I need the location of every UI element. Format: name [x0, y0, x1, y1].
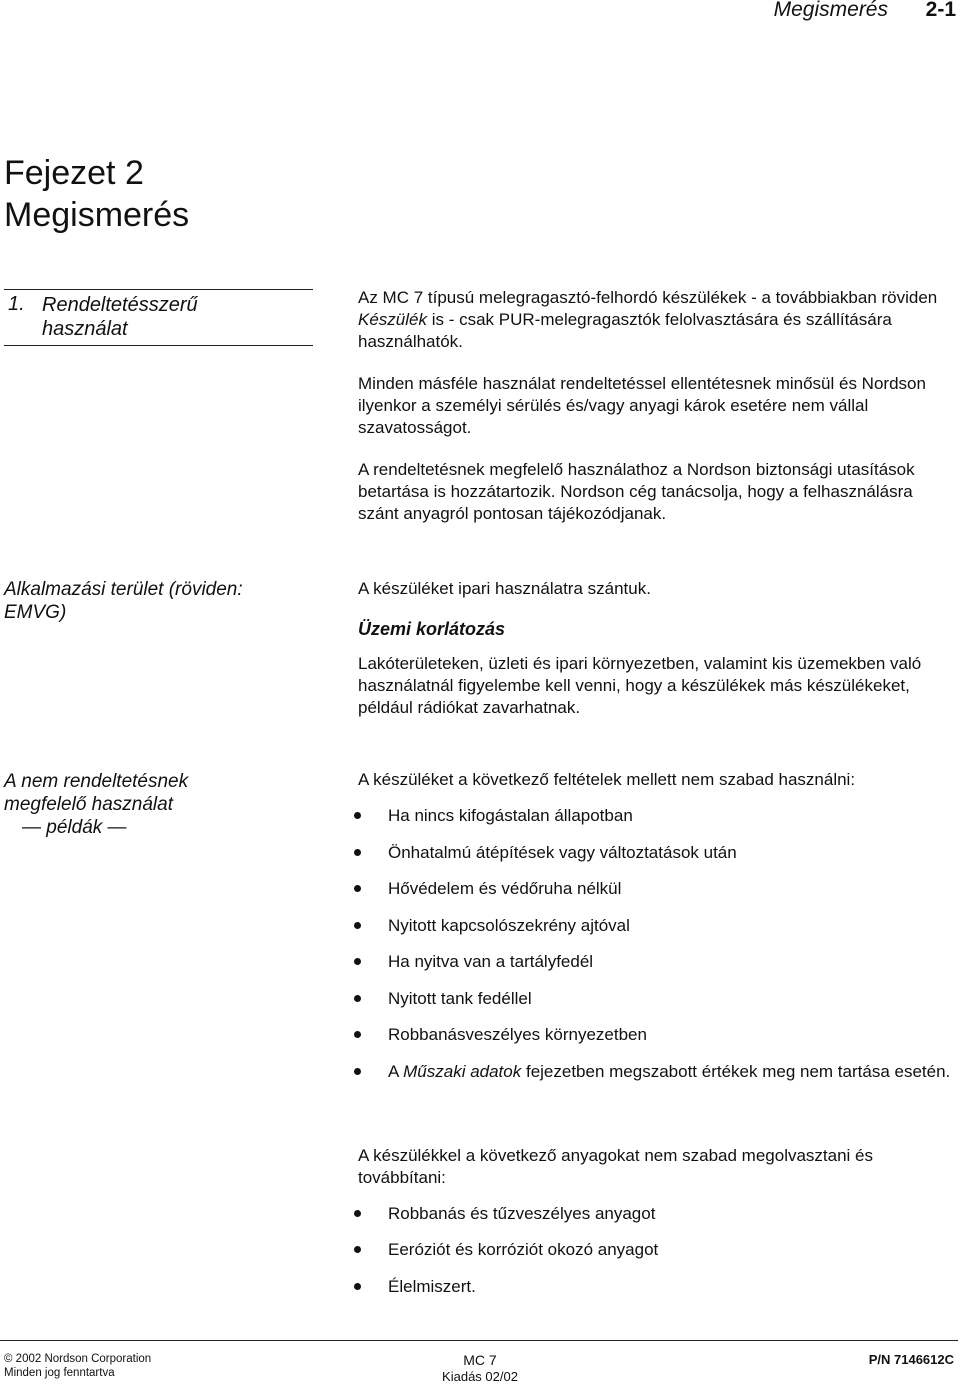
paragraph-interference: Lakóterületeken, üzleti és ipari környezetben, valamint kis üzemekben való használatnál figyelembe kell venni, hogy a készülékek más készülékeket, például rádiókat zavarhatnak. [358, 654, 922, 717]
side-heading-line2: megfelelő használat [4, 794, 173, 815]
rights-text: Minden jog fenntartva [4, 1367, 115, 1379]
side-heading-line3: — példák — [22, 817, 127, 838]
bullet-icon [354, 1031, 361, 1038]
list-item: Ha nincs kifogástalan állapotban [358, 804, 956, 827]
list-item: Robbanás és tűzveszélyes anyagot [358, 1202, 956, 1225]
paragraph-intended-use [358, 287, 956, 353]
list-item: Robbanásveszélyes környezetben [358, 1023, 956, 1046]
list-item: Ha nyitva van a tartályfedél [358, 950, 956, 973]
bullet-icon [354, 1210, 361, 1217]
paragraph-safety-instructions: A rendeltetésnek megfelelő használathoz a Nordson biztonsági utasítások betartása is hozzátartozik. Nordson cég tanácsolja, hogy a felhasználásra szánt anyagról pontosan tájékozódjanak. [358, 460, 915, 523]
side-heading-line1: A nem rendeltetésnek [4, 771, 189, 792]
paragraph-misuse-intro: A készüléket a következő feltételek mellett nem szabad használni: [358, 770, 856, 789]
subheading-operating-limits: Üzemi korlátozás [358, 619, 506, 639]
section-rule-bottom [4, 345, 313, 346]
footer-copyright [4, 1352, 151, 1380]
section-rule-top [4, 289, 313, 290]
list-item: Nyitott tank fedéllel [358, 987, 956, 1010]
list-item-text: A [388, 1062, 404, 1081]
paragraph-industrial-use: A készüléket ipari használatra szántuk. [358, 579, 651, 598]
side-heading-line2: EMVG) [4, 602, 67, 623]
bullet-icon [354, 1283, 361, 1290]
list-item: Eeróziót és korróziót okozó anyagot [358, 1238, 956, 1261]
bullet-icon [354, 995, 361, 1002]
section-heading-line1: Rendeltetésszerű [42, 294, 198, 316]
side-heading-application-area [4, 578, 304, 624]
running-header-title: Megismerés [773, 0, 888, 21]
paragraph-text: Az MC 7 típusú melegragasztó-felhordó készülékek - a továbbiakban röviden [358, 288, 938, 307]
list-item: Önhatalmú átépítések vagy változtatások után [358, 841, 956, 864]
emphasis-term: Készülék [358, 310, 427, 329]
section-heading [42, 293, 198, 341]
list-item [358, 1060, 956, 1083]
list-item-text: fejezetben megszabott értékek meg nem tartása esetén. [521, 1062, 951, 1081]
section-number: 1. [8, 293, 25, 315]
model-name: MC 7 [463, 1352, 497, 1368]
bullet-icon [354, 849, 361, 856]
page-number: 2-1 [925, 0, 956, 21]
chapter-number: Fejezet 2 [4, 154, 144, 192]
emphasis-term: Műszaki adatok [403, 1062, 522, 1081]
bullet-icon [354, 885, 361, 892]
side-heading-misuse [4, 770, 304, 839]
section-heading-line2: használat [42, 318, 128, 340]
paragraph-liability: Minden másféle használat rendeltetéssel ellentétesnek minősül és Nordson ilyenkor a személyi sérülés és/vagy anyagi károk esetére nem vállal szavatosságot. [358, 374, 926, 437]
side-heading-line1: Alkalmazási terület (röviden: [4, 579, 243, 600]
chapter-name: Megismerés [4, 196, 190, 234]
list-item: Nyitott kapcsolószekrény ajtóval [358, 914, 956, 937]
paragraph-text: is - csak PUR-melegragasztók felolvasztására és szállítására használhatók. [358, 310, 892, 351]
list-item: Hővédelem és védőruha nélkül [358, 877, 956, 900]
bullet-icon [354, 958, 361, 965]
footer-rule [0, 1340, 958, 1341]
bullet-icon [354, 1068, 361, 1075]
part-number: P/N 7146612C [868, 1352, 954, 1367]
chapter-title [4, 152, 189, 236]
copyright-text: © 2002 Nordson Corporation [4, 1353, 152, 1365]
list-item: Élelmiszert. [358, 1275, 956, 1298]
bullet-icon [354, 922, 361, 929]
footer-center [420, 1352, 540, 1385]
edition-text: Kiadás 02/02 [442, 1369, 518, 1384]
bullet-icon [354, 1246, 361, 1253]
bullet-icon [354, 812, 361, 819]
paragraph-materials-intro: A készülékkel a következő anyagokat nem szabad megolvasztani és továbbítani: [358, 1146, 874, 1187]
